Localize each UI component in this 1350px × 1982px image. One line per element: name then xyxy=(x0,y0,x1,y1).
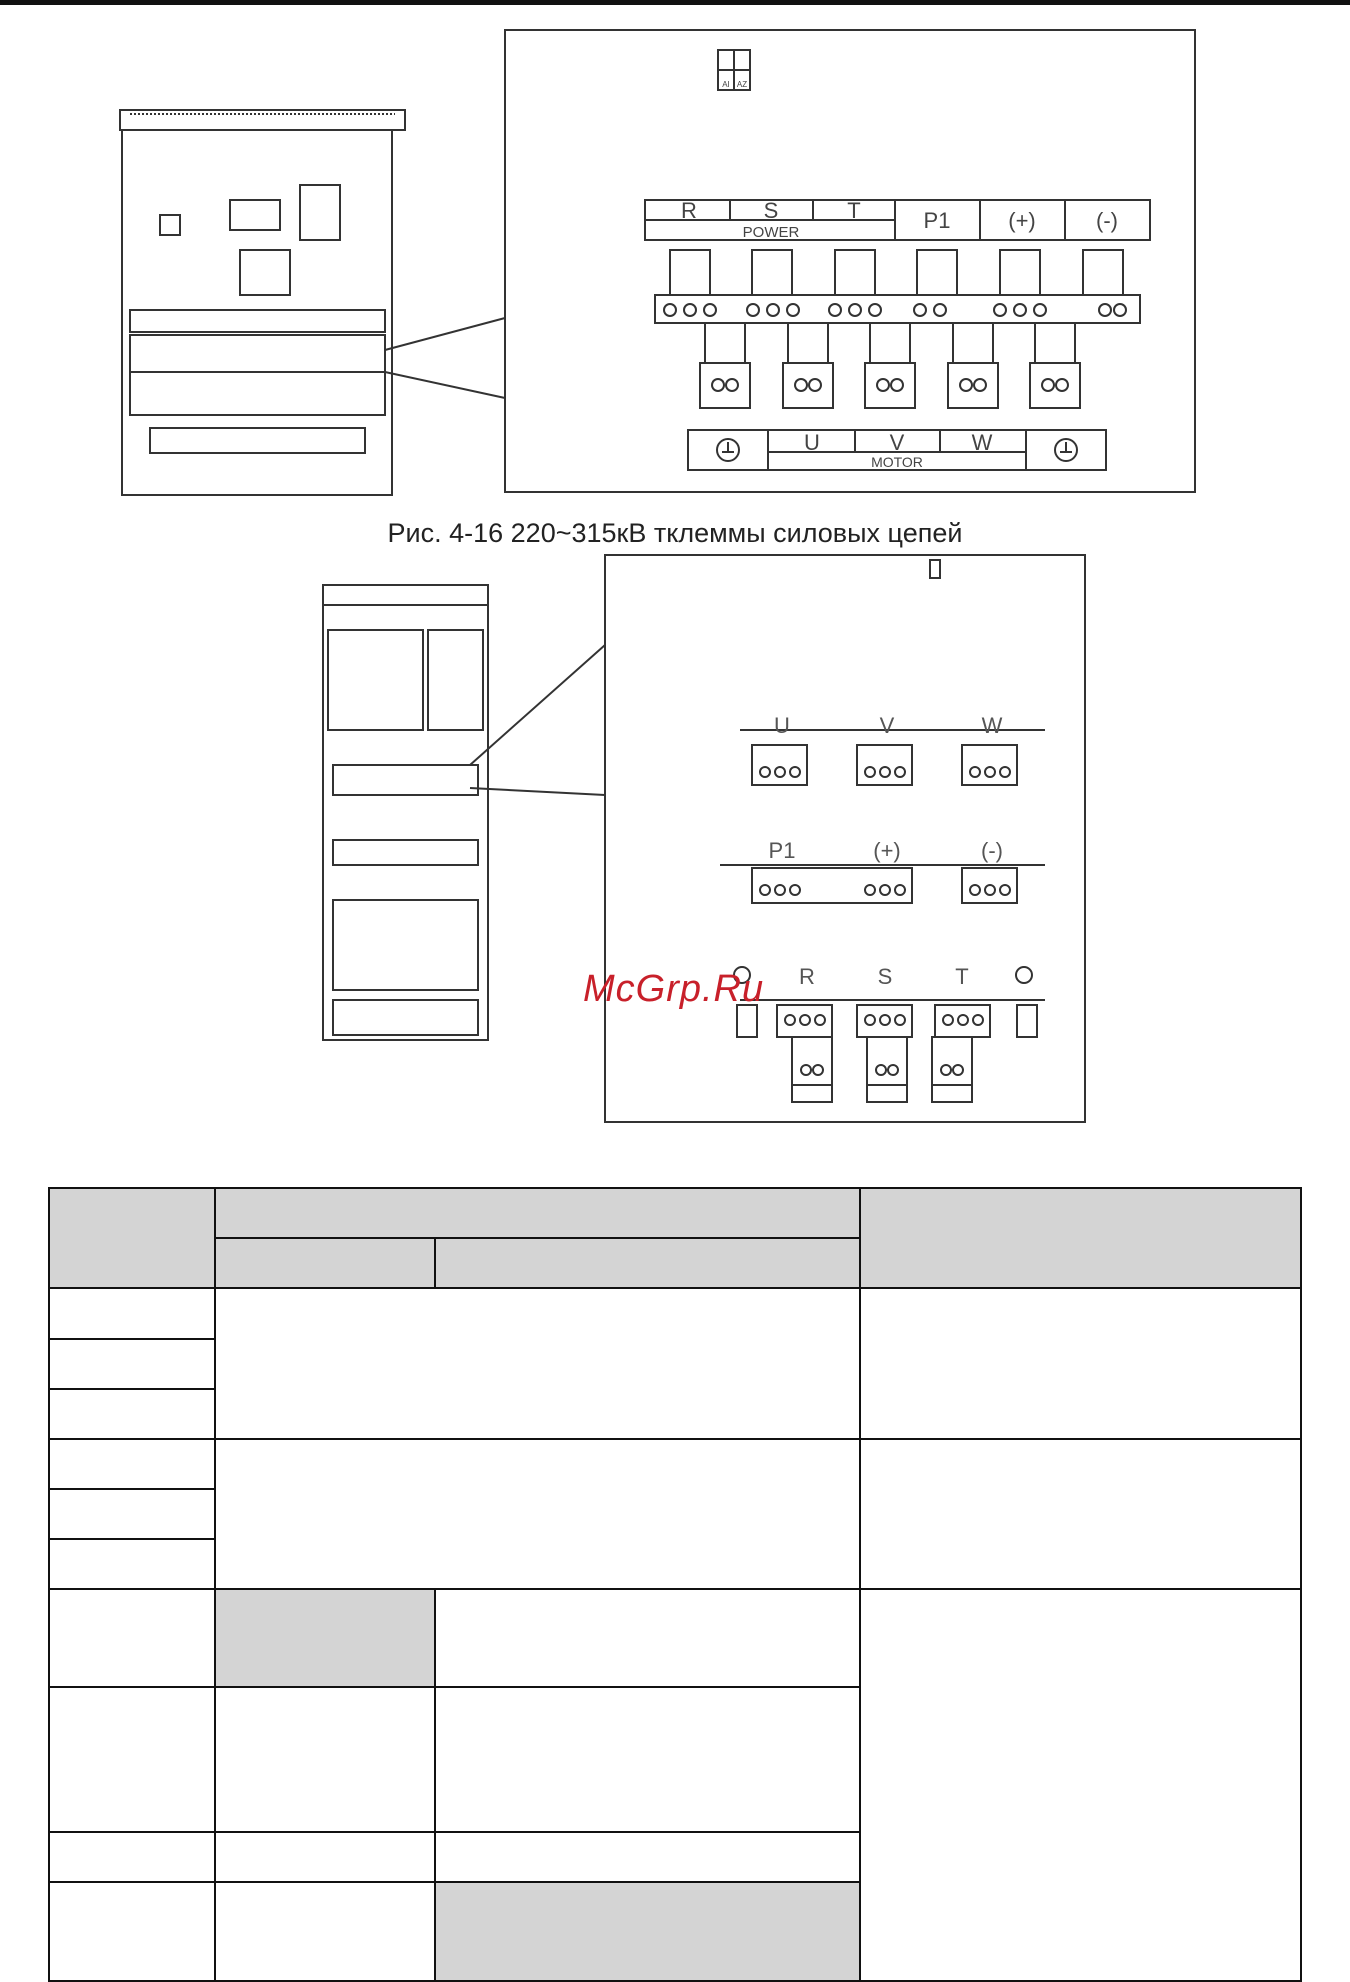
figure-1-diagram xyxy=(0,0,1350,515)
table-cell xyxy=(860,1589,1301,1981)
table-cell xyxy=(49,1882,215,1981)
table-cell xyxy=(49,1489,215,1539)
header-cell-1 xyxy=(49,1188,215,1288)
figure-1-caption: Рис. 4-16 220~315кВ тклеммы силовых цепей xyxy=(387,518,963,548)
figure-2-diagram xyxy=(0,545,1350,1125)
motor-terminal-v: V xyxy=(889,430,905,455)
power-terminal-r: R xyxy=(681,198,697,223)
power-terminal-p1: P1 xyxy=(923,208,951,233)
fig2-terminal-u: U xyxy=(774,713,790,738)
subheader-cell-1 xyxy=(215,1238,435,1288)
table-cell xyxy=(49,1539,215,1589)
table-cell-gray xyxy=(215,1589,435,1687)
power-terminal-t: T xyxy=(847,198,861,223)
table-cell xyxy=(49,1832,215,1882)
table-cell xyxy=(860,1439,1301,1589)
fig2-terminal-plus: (+) xyxy=(873,838,901,863)
table-cell xyxy=(435,1832,860,1882)
subheader-cell-2 xyxy=(435,1238,860,1288)
drive-cabinet-overview xyxy=(120,110,505,495)
fig2-terminal-p1: P1 xyxy=(768,838,796,863)
table-cell xyxy=(215,1288,860,1439)
table-cell xyxy=(215,1832,435,1882)
spec-table xyxy=(48,1187,1302,1982)
table-cell xyxy=(49,1589,215,1687)
watermark-text: McGrp.Ru xyxy=(583,968,765,1010)
motor-terminal-w: W xyxy=(971,430,993,455)
table-cell xyxy=(49,1389,215,1439)
fig2-terminal-t: T xyxy=(955,964,969,989)
motor-group-label: MOTOR xyxy=(871,454,923,470)
fig2-terminal-s: S xyxy=(877,964,893,989)
power-terminal-s: S xyxy=(763,198,779,223)
table-cell-gray xyxy=(435,1882,860,1981)
table-cell xyxy=(49,1687,215,1832)
table-cell xyxy=(215,1439,860,1589)
table-cell xyxy=(49,1288,215,1339)
switch-label-a: AI xyxy=(722,80,730,89)
motor-terminal-u: U xyxy=(804,430,820,455)
fig2-terminal-r: R xyxy=(799,964,815,989)
table-cell xyxy=(435,1589,860,1687)
power-group-label: POWER xyxy=(742,224,800,241)
table-cell xyxy=(215,1687,435,1832)
tall-cabinet-overview xyxy=(323,585,605,1040)
fig2-terminal-v: V xyxy=(879,713,895,738)
header-cell-2 xyxy=(215,1188,860,1238)
table-cell xyxy=(435,1687,860,1832)
table-cell xyxy=(49,1339,215,1389)
switch-label-b: AZ xyxy=(736,80,748,89)
table-cell xyxy=(215,1882,435,1981)
fig2-terminal-w: W xyxy=(981,713,1003,738)
power-terminal-minus: (-) xyxy=(1096,208,1118,233)
table-cell xyxy=(860,1288,1301,1439)
fig2-terminal-minus: (-) xyxy=(981,838,1003,863)
power-terminal-plus: (+) xyxy=(1008,208,1036,233)
table-cell xyxy=(49,1439,215,1489)
header-cell-3 xyxy=(860,1188,1301,1288)
